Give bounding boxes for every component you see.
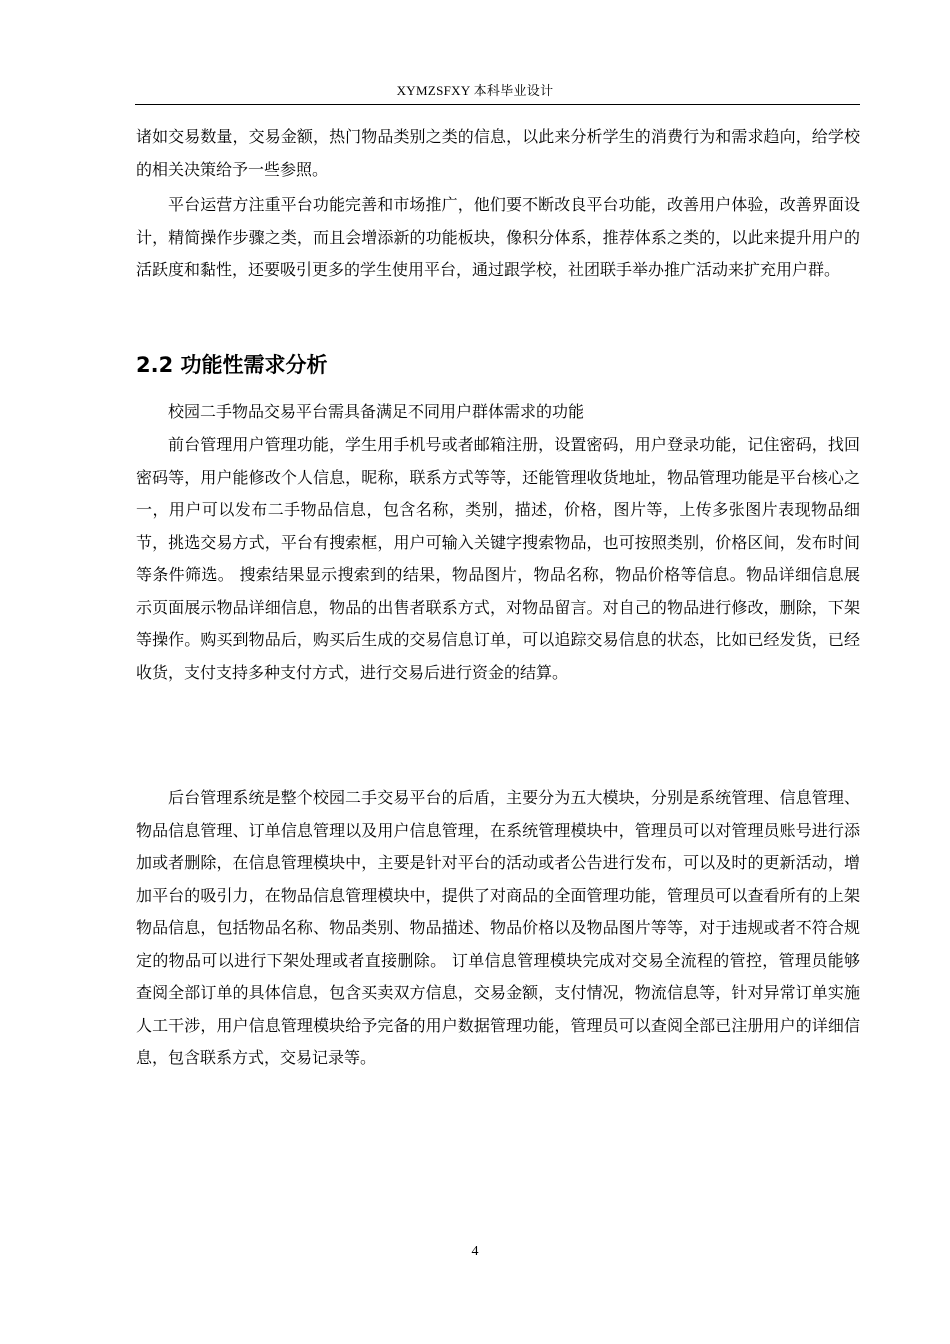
section-heading: 2.2 功能性需求分析 — [136, 353, 328, 377]
paragraph-backend-functions: 后台管理系统是整个校园二手交易平台的后盾，主要分为五大模块，分别是系统管理、信息管理、物品信息管理、订单信息管理以及用户信息管理，在系统管理模块中，管理员可以对管理员账号进行添加或者删除，在信息管理模块中，主要是针对平台的活动或者公告进行发布，可以及时的更新活动，增加平台的吸引力，在物品信息管理模块中，提供了对商品的全面管理功能，管理员可以查看所有的上架物品信息，包括物品名称、物品类别、物品描述、物品价格以及物品图片等等，对于违规或者不符合规定的物品可以进行下架处理或者直接删除。 订单信息管理模块完成对交易全流程的管控，管理员能够查阅全部订单的具体信息，包含买卖双方信息，交易金额，支付情况，物流信息等，针对异常订单实施人工干涉，用户信息管理模块给予完备的用户数据管理功能，管理员可以查阅全部已注册用户的详细信息，包含联系方式，交易记录等。 — [136, 788, 860, 1067]
paragraph-continued: 诸如交易数量，交易金额，热门物品类别之类的信息，以此来分析学生的消费行为和需求趋向，给学校的相关决策给予一些参照。 — [136, 127, 860, 179]
running-header: XYMZSFXY 本科毕业设计 — [396, 83, 554, 98]
page-number: 4 — [471, 1244, 479, 1259]
header-rule — [135, 104, 860, 105]
paragraph-frontend-functions: 前台管理用户管理功能，学生用手机号或者邮箱注册，设置密码，用户登录功能，记住密码，找回密码等，用户能修改个人信息，昵称，联系方式等等，还能管理收货地址，物品管理功能是平台核心之一，用户可以发布二手物品信息，包含名称，类别，描述，价格，图片等，上传多张图片表现物品细节，挑选交易方式，平台有搜索框，用户可输入关键字搜索物品，也可按照类别，价格区间，发布时间等条件筛选。 搜索结果显示搜索到的结果，物品图片，物品名称，物品价格等信息。物品详细信息展示页面展示物品详细信息，物品的出售者联系方式，对物品留言。对自己的物品进行修改，删除，下架等操作。购买到物品后，购买后生成的交易信息订单，可以追踪交易信息的状态，比如已经发货，已经收货，支付支持多种支付方式，进行交易后进行资金的结算。 — [136, 435, 860, 682]
paragraph-intro: 校园二手物品交易平台需具备满足不同用户群体需求的功能 — [168, 402, 585, 421]
paragraph-platform-operator: 平台运营方注重平台功能完善和市场推广，他们要不断改良平台功能，改善用户体验，改善界面设计，精简操作步骤之类，而且会增添新的功能板块，像积分体系，推荐体系之类的，以此来提升用户的活跃度和黏性，还要吸引更多的学生使用平台，通过跟学校，社团联手举办推广活动来扩充用户群。 — [136, 195, 860, 279]
